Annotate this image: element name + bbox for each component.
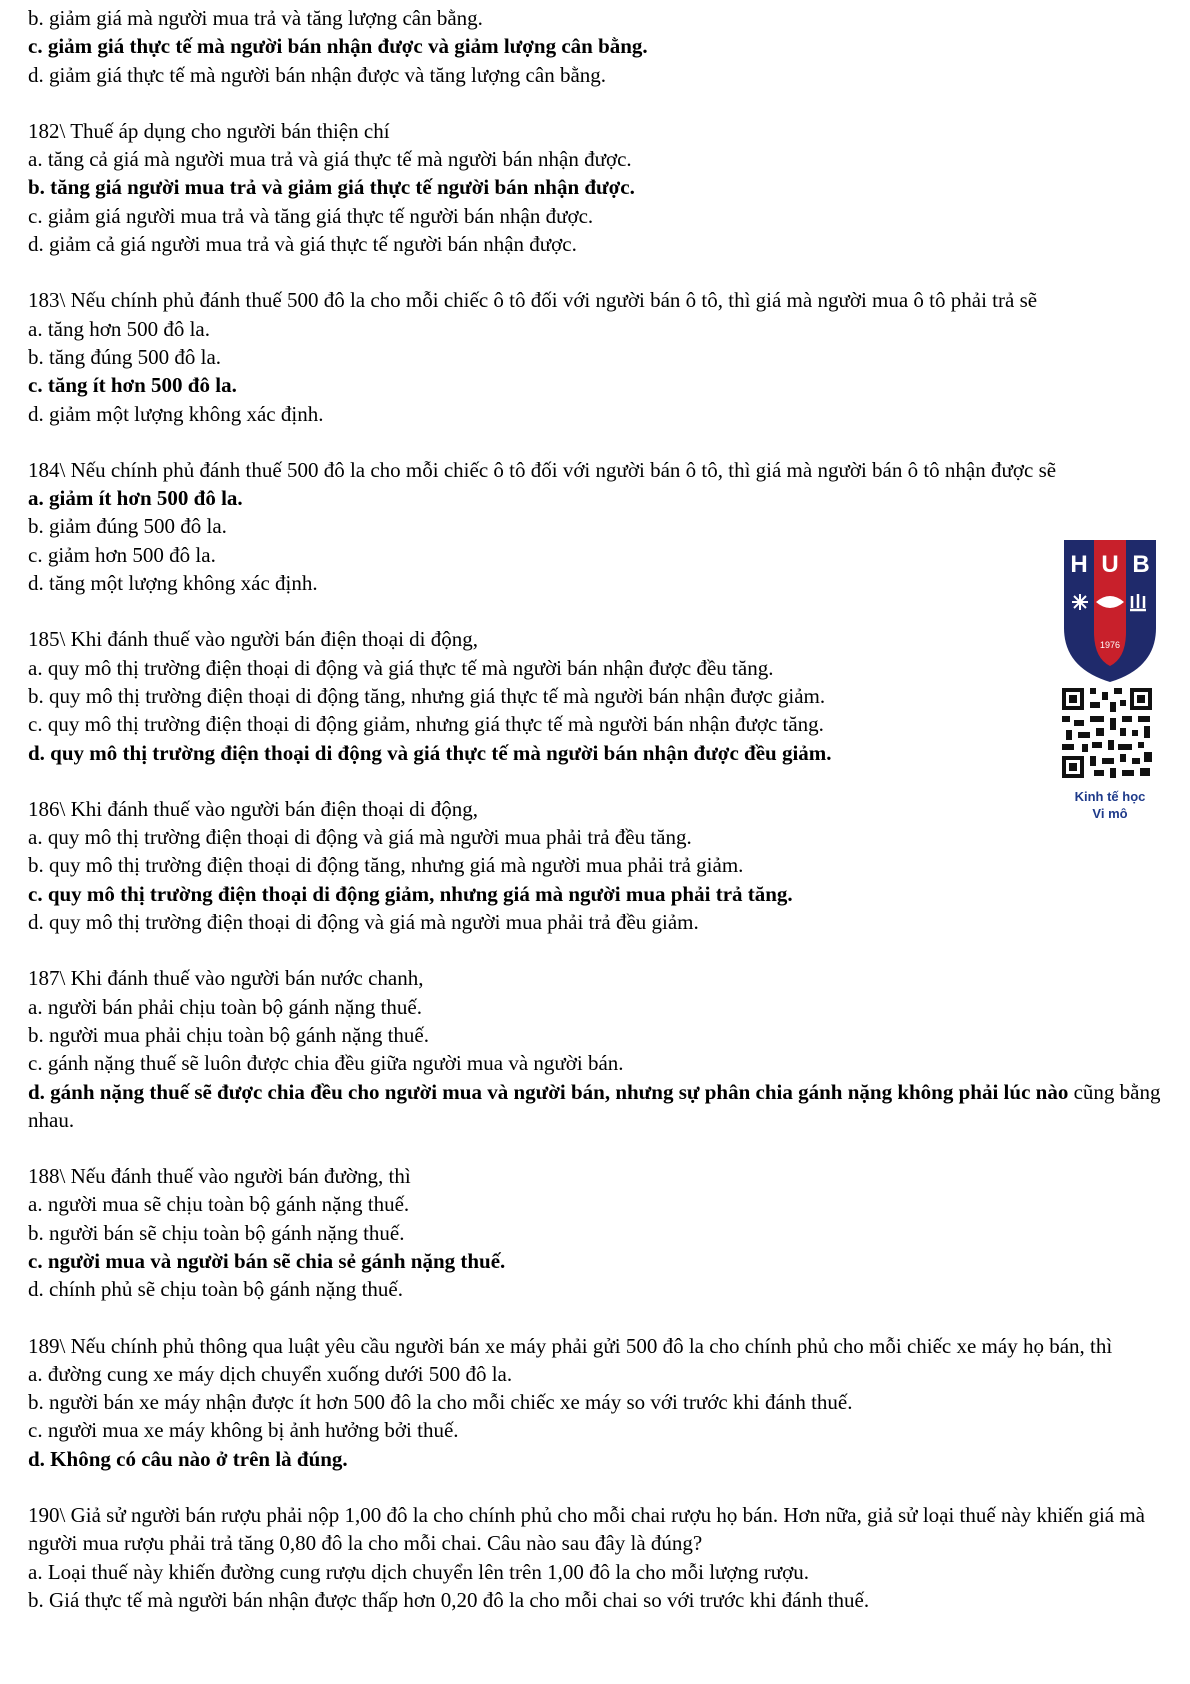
logo-caption-line2: Vi mô [1092,806,1128,821]
logo-letter-u: U [1101,551,1119,578]
option-c-answer: c. quy mô thị trường điện thoại di động giảm, nhưng giá mà người mua phải trả tăng. [28,881,793,906]
option-c: c. giảm giá người mua trả và tăng giá thực tế người bán nhận được. [28,203,594,228]
option-c: c. quy mô thị trường điện thoại di động giảm, nhưng giá thực tế mà người bán nhận được tăng. [28,712,824,737]
question-stem: 187\ Khi đánh thuế vào người bán nước chanh, [28,966,424,991]
option-c: c. giảm hơn 500 đô la. [28,542,216,567]
hub-watermark [1058,536,1162,822]
logo-caption-line1: Kinh tế học [1074,789,1146,804]
option-a: a. tăng hơn 500 đô la. [28,316,210,341]
option-b: b. người bán sẽ chịu toàn bộ gánh nặng thuế. [28,1220,405,1245]
option-b: b. giảm đúng 500 đô la. [28,514,227,539]
option-a: a. người mua sẽ chịu toàn bộ gánh nặng thuế. [28,1192,410,1217]
question-stem: 188\ Nếu đánh thuế vào người bán đường, thì [28,1164,411,1189]
option-a: a. đường cung xe máy dịch chuyển xuống dưới 500 đô la. [28,1361,513,1386]
qr-code-icon [1060,686,1154,780]
question-stem: 189\ Nếu chính phủ thông qua luật yêu cầu người bán xe máy phải gửi 500 đô la cho chính phủ cho mỗi chiếc xe máy họ bán, thì [28,1333,1113,1358]
hub-shield-logo [1058,536,1162,686]
question-stem: 184\ Nếu chính phủ đánh thuế 500 đô la cho mỗi chiếc ô tô đối với người bán ô tô, thì giá mà người bán ô tô nhận được sẽ [28,457,1057,482]
question-182 [28,117,1168,258]
option-a: a. quy mô thị trường điện thoại di động và giá mà người mua phải trả đều tăng. [28,825,692,850]
question-stem: 182\ Thuế áp dụng cho người bán thiện chí [28,118,390,143]
option-d-bold-part: d. gánh nặng thuế sẽ được chia đều cho người mua và người bán, nhưng sự phân chia gánh nặng không phải lúc nào [28,1079,1069,1104]
option-b: b. người mua phải chịu toàn bộ gánh nặng thuế. [28,1022,429,1047]
question-187 [28,964,1168,1134]
question-183 [28,286,1168,427]
question-stem: 185\ Khi đánh thuế vào người bán điện thoại di động, [28,627,479,652]
option-d-plain-part: cũng bằng nhau. [28,1079,1161,1132]
option-b-answer: b. tăng giá người mua trả và giảm giá thực tế người bán nhận được. [28,175,635,200]
question-186 [28,795,1168,936]
option-c-answer: c. người mua và người bán sẽ chia sẻ gánh nặng thuế. [28,1248,506,1273]
option-b: b. người bán xe máy nhận được ít hơn 500 đô la cho mỗi chiếc xe máy so với trước khi đánh thuế. [28,1390,853,1415]
option-d: d. quy mô thị trường điện thoại di động và giá mà người mua phải trả đều giảm. [28,910,699,935]
question-190 [28,1501,1168,1614]
option-d: d. giảm giá thực tế mà người bán nhận được và tăng lượng cân bằng. [28,62,607,87]
option-c: c. gánh nặng thuế sẽ luôn được chia đều giữa người mua và người bán. [28,1051,624,1076]
option-c-answer: c. tăng ít hơn 500 đô la. [28,373,237,398]
question-stem: 183\ Nếu chính phủ đánh thuế 500 đô la cho mỗi chiếc ô tô đối với người bán ô tô, thì giá mà người mua ô tô phải trả sẽ [28,288,1038,313]
question-stem: 186\ Khi đánh thuế vào người bán điện thoại di động, [28,796,479,821]
document-page [28,4,1168,1642]
option-c-answer: c. giảm giá thực tế mà người bán nhận được và giảm lượng cân bằng. [28,34,648,59]
option-b: b. tăng đúng 500 đô la. [28,344,222,369]
option-a-answer: a. giảm ít hơn 500 đô la. [28,486,243,511]
option-b: b. quy mô thị trường điện thoại di động tăng, nhưng giá mà người mua phải trả giảm. [28,853,744,878]
option-d-answer: d. Không có câu nào ở trên là đúng. [28,1446,348,1471]
option-a: a. người bán phải chịu toàn bộ gánh nặng thuế. [28,994,422,1019]
option-a: a. Loại thuế này khiến đường cung rượu dịch chuyển lên trên 1,00 đô la cho mỗi lượng rượu. [28,1559,810,1584]
logo-year: 1976 [1099,640,1121,650]
question-stem: 190\ Giả sử người bán rượu phải nộp 1,00 đô la cho chính phủ cho mỗi chai rượu họ bán. Hơn nữa, giả sử loại thuế này khiến giá mà người mua rượu phải trả tăng 0,80 đô la cho mỗi chai. Câu nào sau đây là đúng? [28,1503,1145,1556]
option-b: b. quy mô thị trường điện thoại di động tăng, nhưng giá thực tế mà người bán nhận được giảm. [28,683,826,708]
question-185 [28,625,1168,766]
option-a: a. tăng cả giá mà người mua trả và giá thực tế mà người bán nhận được. [28,147,632,172]
question-188 [28,1162,1168,1303]
option-b: b. Giá thực tế mà người bán nhận được thấp hơn 0,20 đô la cho mỗi chai so với trước khi đánh thuế. [28,1587,870,1612]
question-189 [28,1332,1168,1473]
option-b: b. giảm giá mà người mua trả và tăng lượng cân bằng. [28,6,483,30]
question-184 [28,456,1168,597]
option-c: c. người mua xe máy không bị ảnh hưởng bởi thuế. [28,1418,459,1443]
option-d: d. chính phủ sẽ chịu toàn bộ gánh nặng thuế. [28,1277,404,1302]
option-d: d. giảm một lượng không xác định. [28,401,324,426]
question-181-tail [28,4,1168,89]
option-d: d. tăng một lượng không xác định. [28,571,318,596]
logo-letter-h: H [1070,551,1088,578]
option-d-answer [28,1078,1168,1135]
option-a: a. quy mô thị trường điện thoại di động và giá thực tế mà người bán nhận được đều tăng. [28,655,774,680]
logo-letter-b: B [1132,551,1150,578]
option-d: d. giảm cả giá người mua trả và giá thực tế người bán nhận được. [28,232,577,257]
option-d-answer: d. quy mô thị trường điện thoại di động và giá thực tế mà người bán nhận được đều giảm. [28,740,832,765]
